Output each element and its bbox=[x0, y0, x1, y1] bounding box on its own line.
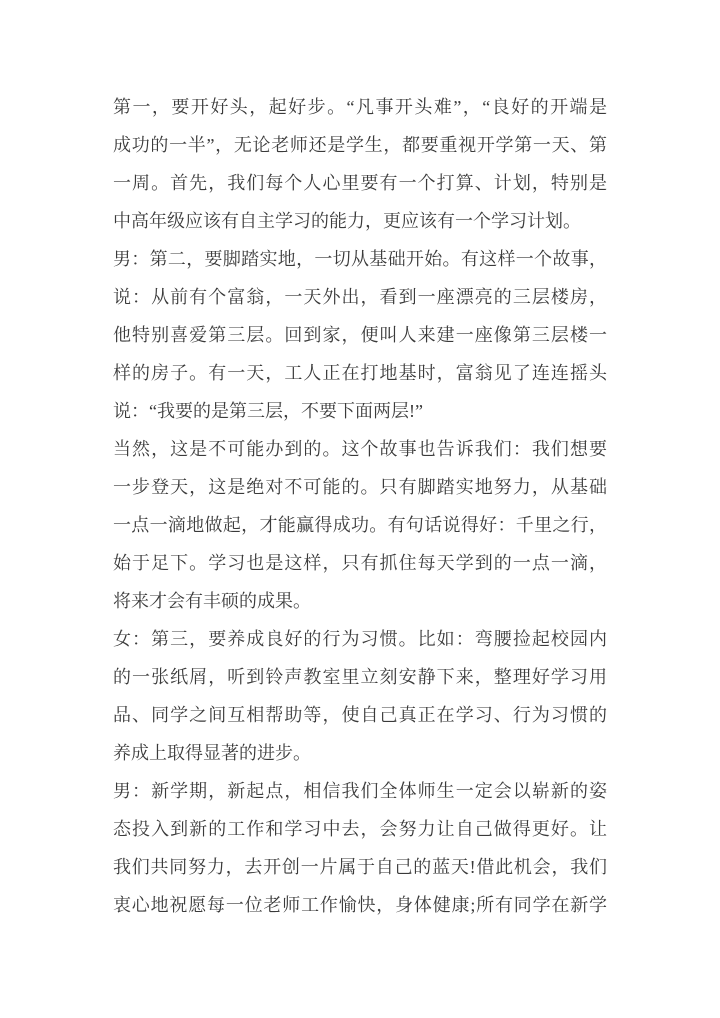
document-body bbox=[113, 88, 607, 924]
text-line: 说：“我要的是第三层，不要下面两层!” bbox=[113, 401, 423, 421]
text-line: 男：第二，要脚踏实地，一切从基础开始。有这样一个故事， bbox=[113, 249, 607, 269]
text-line: 一点一滴地做起，才能赢得成功。有句话说得好：千里之行， bbox=[113, 515, 607, 535]
text-line: 衷心地祝愿每一位老师工作愉快，身体健康;所有同学在新学 bbox=[113, 895, 607, 915]
text-line: 我们共同努力，去开创一片属于自己的蓝天!借此机会，我们 bbox=[113, 857, 607, 877]
text-line: 当然，这是不可能办到的。这个故事也告诉我们：我们想要 bbox=[113, 439, 607, 459]
text-line: 品、同学之间互相帮助等，使自己真正在学习、行为习惯的 bbox=[113, 705, 607, 725]
text-line: 养成上取得显著的进步。 bbox=[113, 743, 311, 763]
text-line: 他特别喜爱第三层。回到家，便叫人来建一座像第三层楼一 bbox=[113, 325, 607, 345]
text-line: 态投入到新的工作和学习中去，会努力让自己做得更好。让 bbox=[113, 819, 607, 839]
text-line: 中高年级应该有自主学习的能力，更应该有一个学习计划。 bbox=[113, 211, 581, 231]
text-line: 一步登天，这是绝对不可能的。只有脚踏实地努力，从基础 bbox=[113, 477, 607, 497]
paragraph bbox=[113, 772, 607, 924]
text-line: 始于足下。学习也是这样，只有抓住每天学到的一点一滴， bbox=[113, 553, 607, 573]
text-line: 一周。首先，我们每个人心里要有一个打算、计划，特别是 bbox=[113, 173, 607, 193]
paragraph bbox=[113, 430, 607, 620]
paragraph bbox=[113, 620, 607, 772]
text-line: 说：从前有个富翁，一天外出，看到一座漂亮的三层楼房， bbox=[113, 287, 607, 307]
text-line: 成功的一半”，无论老师还是学生，都要重视开学第一天、第 bbox=[113, 135, 607, 155]
paragraph bbox=[113, 240, 607, 430]
text-line: 男：新学期，新起点，相信我们全体师生一定会以崭新的姿 bbox=[113, 781, 607, 801]
paragraph bbox=[113, 88, 607, 240]
text-line: 女：第三，要养成良好的行为习惯。比如：弯腰捡起校园内 bbox=[113, 629, 607, 649]
text-line: 将来才会有丰硕的成果。 bbox=[113, 591, 311, 611]
text-line: 第一，要开好头，起好步。“凡事开头难”，“良好的开端是 bbox=[113, 97, 607, 117]
text-line: 样的房子。有一天，工人正在打地基时，富翁见了连连摇头 bbox=[113, 363, 607, 383]
text-line: 的一张纸屑，听到铃声教室里立刻安静下来，整理好学习用 bbox=[113, 667, 607, 687]
